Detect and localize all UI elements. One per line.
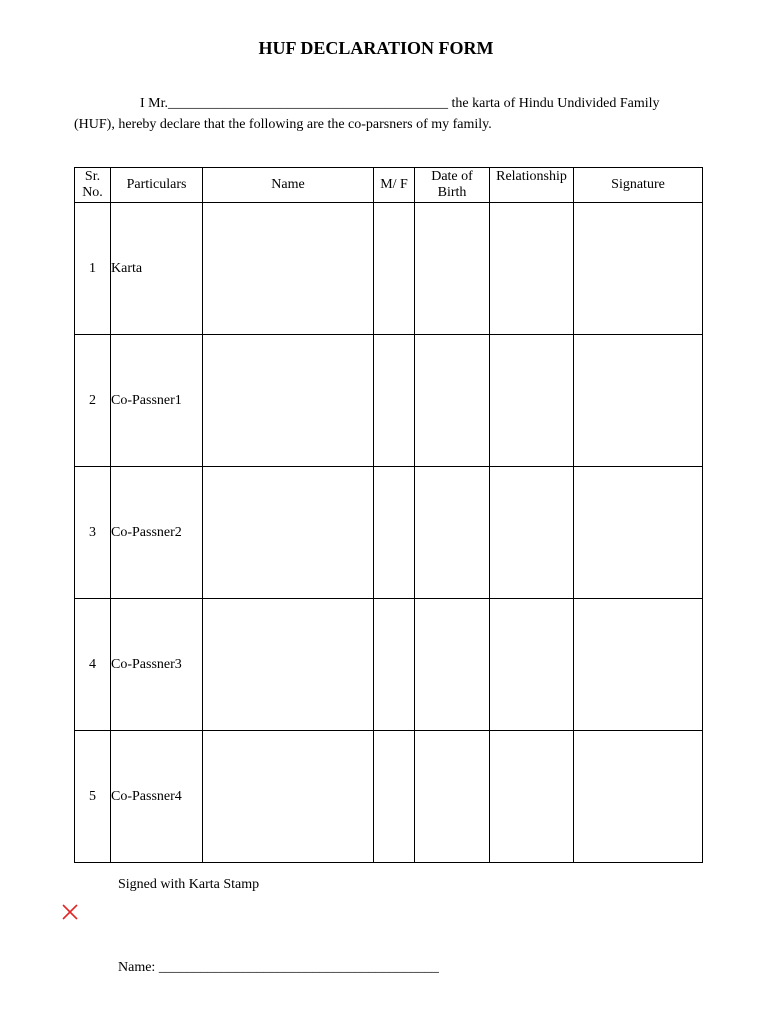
relationship-cell[interactable] <box>490 203 574 335</box>
declaration-line-1: I Mr.________________________________________ the karta of Hindu Undivided Family <box>140 96 660 111</box>
name-cell[interactable] <box>203 203 374 335</box>
row-sr: 3 <box>75 467 111 599</box>
table-row <box>75 203 703 335</box>
name-cell[interactable] <box>203 731 374 863</box>
dob-cell[interactable] <box>415 203 490 335</box>
table-row <box>75 599 703 731</box>
row-particular: Co-Passner4 <box>111 731 203 863</box>
table-header-row <box>75 168 703 203</box>
name-cell[interactable] <box>203 599 374 731</box>
dob-cell[interactable] <box>415 335 490 467</box>
name-cell[interactable] <box>203 335 374 467</box>
table-row <box>75 731 703 863</box>
row-sr: 4 <box>75 599 111 731</box>
header-sr-line1: Sr. <box>84 169 101 184</box>
gender-cell[interactable] <box>374 335 415 467</box>
signed-with-stamp-text: Signed with Karta Stamp <box>118 877 260 892</box>
signature-cell[interactable] <box>574 599 703 731</box>
row-sr: 1 <box>75 203 111 335</box>
table-row <box>75 335 703 467</box>
relationship-cell[interactable] <box>490 599 574 731</box>
coparceners-table <box>74 167 703 863</box>
declaration-text <box>74 93 704 135</box>
gender-cell[interactable] <box>374 599 415 731</box>
page-title: HUF DECLARATION FORM <box>258 38 494 58</box>
header-particulars: Particulars <box>111 168 203 203</box>
dob-cell[interactable] <box>415 467 490 599</box>
name-signature-line[interactable]: Name: ________________________________________ <box>118 960 439 975</box>
signature-cell[interactable] <box>574 335 703 467</box>
header-sr-no <box>75 168 111 203</box>
row-particular: Co-Passner3 <box>111 599 203 731</box>
header-dob-line1: Date of <box>431 169 473 184</box>
row-particular: Co-Passner1 <box>111 335 203 467</box>
relationship-cell[interactable] <box>490 467 574 599</box>
table-row <box>75 467 703 599</box>
gender-cell[interactable] <box>374 467 415 599</box>
header-dob <box>415 168 490 203</box>
relationship-cell[interactable] <box>490 335 574 467</box>
dob-cell[interactable] <box>415 731 490 863</box>
signature-cell[interactable] <box>574 467 703 599</box>
header-dob-line2: Birth <box>437 185 467 200</box>
signature-cell[interactable] <box>574 731 703 863</box>
relationship-cell[interactable] <box>490 731 574 863</box>
dob-cell[interactable] <box>415 599 490 731</box>
signature-cell[interactable] <box>574 203 703 335</box>
header-signature: Signature <box>574 168 703 203</box>
header-relationship: Relationship <box>490 168 574 203</box>
name-cell[interactable] <box>203 467 374 599</box>
red-cross-mark-icon <box>61 903 79 921</box>
row-particular: Karta <box>111 203 203 335</box>
header-gender: M/ F <box>374 168 415 203</box>
row-sr: 5 <box>75 731 111 863</box>
gender-cell[interactable] <box>374 203 415 335</box>
gender-cell[interactable] <box>374 731 415 863</box>
row-sr: 2 <box>75 335 111 467</box>
declaration-line-2: (HUF), hereby declare that the following are the co-parsners of my family. <box>74 117 492 132</box>
row-particular: Co-Passner2 <box>111 467 203 599</box>
header-name: Name <box>203 168 374 203</box>
header-sr-line2: No. <box>82 185 103 200</box>
